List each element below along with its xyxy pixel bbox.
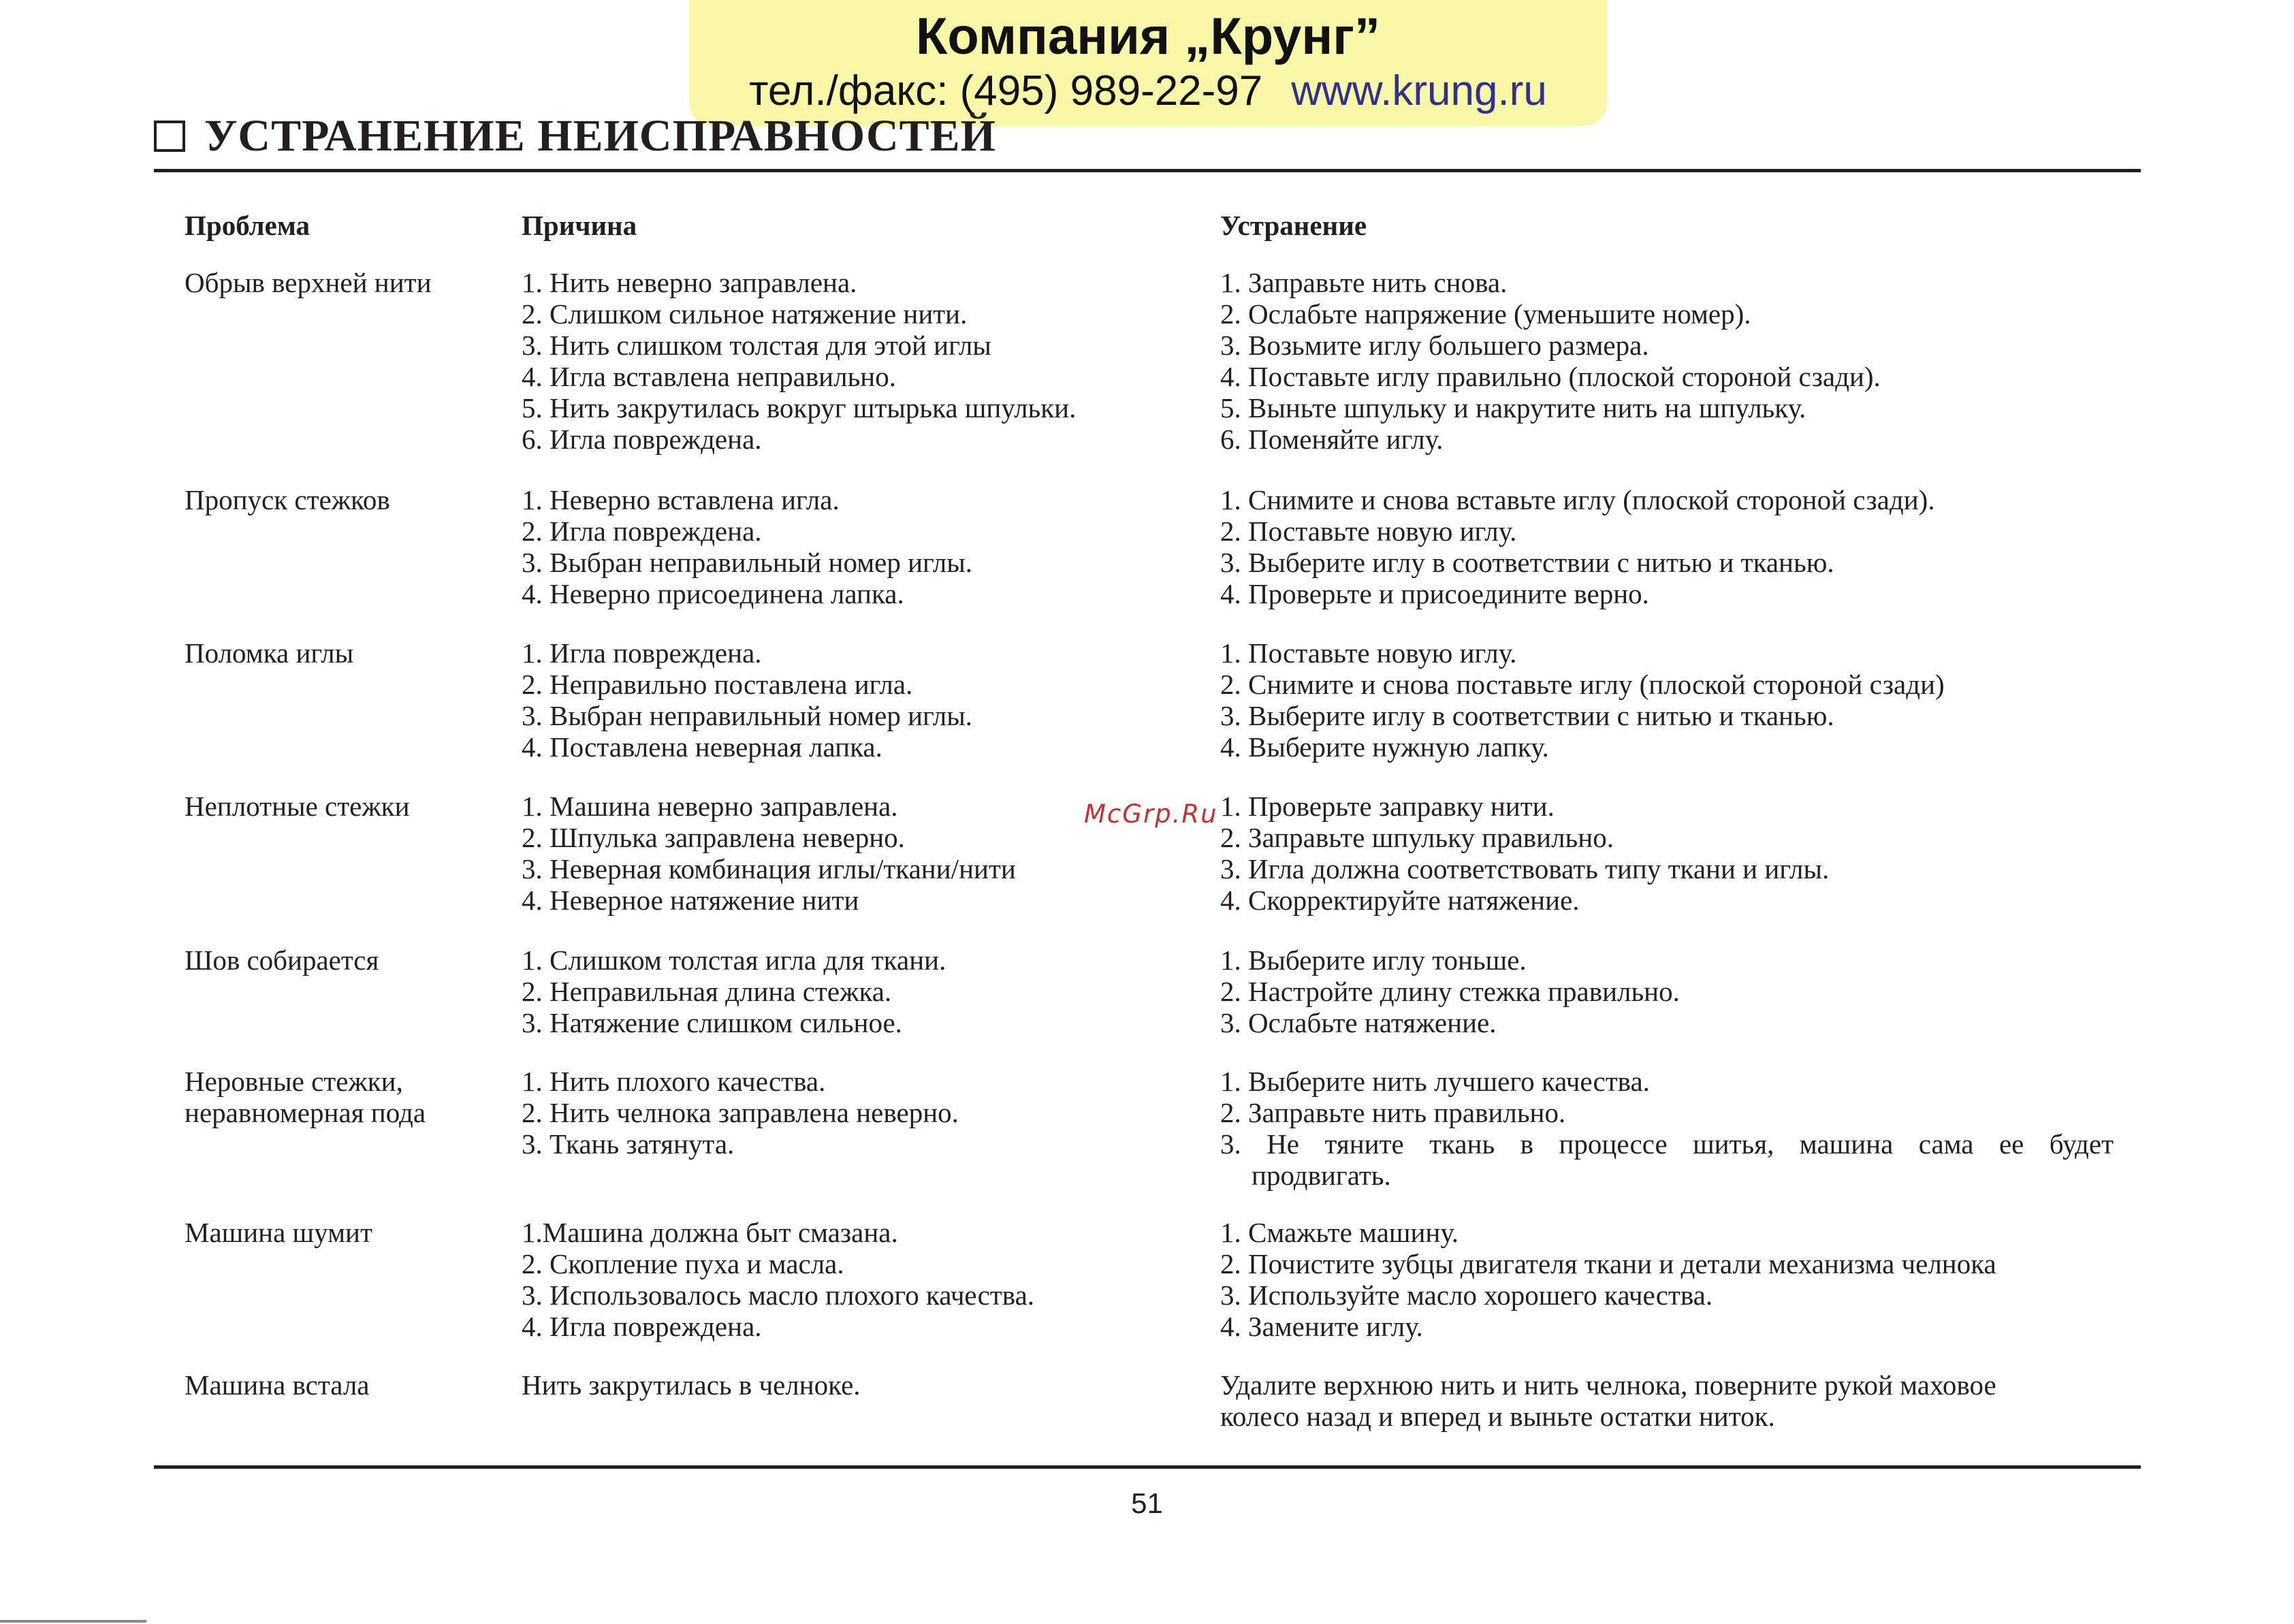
cause-line: 3. Использовалось масло плохого качества. <box>522 1279 1035 1311</box>
fix-cell <box>1220 484 2114 609</box>
fix-line: 3. Выберите иглу в соответствии с нитью и тканью. <box>1220 547 1834 578</box>
cause-cell <box>522 484 1216 609</box>
cause-line: 3. Ткань затянута. <box>522 1128 735 1160</box>
cause-line: 2. Игла повреждена. <box>522 515 762 547</box>
fix-line: 1. Снимите и снова вставьте иглу (плоской стороной сзади). <box>1220 484 1935 515</box>
fix-line: 4. Поставьте иглу правильно (плоской стороной сзади). <box>1220 361 1881 392</box>
cause-cell <box>522 267 1216 455</box>
problem-cell <box>185 1066 511 1128</box>
fix-line: 4. Скорректируйте натяжение. <box>1220 885 1580 916</box>
fix-line: 4. Выберите нужную лапку. <box>1220 731 1549 763</box>
top-divider <box>154 169 2141 172</box>
cause-line: 1. Неверно вставлена игла. <box>522 484 840 515</box>
fix-line: 2. Заправьте нить правильно. <box>1220 1097 1566 1128</box>
problem-line: Обрыв верхней нити <box>185 267 432 298</box>
problem-line: неравномерная пода <box>185 1097 426 1128</box>
column-header-cause: Причина <box>522 210 637 241</box>
cause-line: 1. Нить плохого качества. <box>522 1066 826 1097</box>
problem-cell <box>185 1369 511 1401</box>
fix-line: 1. Заправьте нить снова. <box>1220 267 1508 298</box>
fix-line: 3. Не тяните ткань в процессе шитья, машина сама ее будет <box>1220 1128 2114 1160</box>
problem-line: Машина шумит <box>185 1217 372 1248</box>
problem-line: Машина встала <box>185 1369 370 1401</box>
problem-cell <box>185 1217 511 1248</box>
cause-line: 4. Игла вставлена неправильно. <box>522 361 896 392</box>
company-website-link[interactable]: www.krung.ru <box>1291 67 1547 114</box>
problem-line: Поломка иглы <box>185 637 354 669</box>
scan-edge-divider <box>0 1620 146 1623</box>
company-phone: тел./факс: (495) 989-22-97 <box>749 67 1263 114</box>
page-number: 51 <box>1131 1487 1163 1519</box>
section-title: УСТРАНЕНИЕ НЕИСПРАВНОСТЕЙ <box>204 111 996 161</box>
cause-line: 4. Игла повреждена. <box>522 1311 762 1342</box>
cause-line: 2. Нить челнока заправлена неверно. <box>522 1097 959 1128</box>
cause-line: 2. Неправильно поставлена игла. <box>522 669 913 700</box>
cause-line: 2. Скопление пуха и масла. <box>522 1248 844 1279</box>
fix-line: 4. Замените иглу. <box>1220 1311 1423 1342</box>
cause-line: 5. Нить закрутилась вокруг штырька шпульки. <box>522 392 1077 424</box>
fix-line: 3. Ослабьте натяжение. <box>1220 1007 1497 1038</box>
watermark: McGrp.Ru <box>1084 799 1218 829</box>
fix-line: 2. Заправьте шпульку правильно. <box>1220 822 1614 853</box>
cause-line: Нить закрутилась в челноке. <box>522 1369 861 1401</box>
cause-line: 2. Слишком сильное натяжение нити. <box>522 298 968 330</box>
fix-cell <box>1220 791 2114 916</box>
fix-cell <box>1220 1369 2114 1432</box>
cause-cell <box>522 1066 1216 1160</box>
section-heading <box>154 109 996 163</box>
column-header-fix: Устранение <box>1220 210 1367 241</box>
problem-cell <box>185 944 511 976</box>
problem-cell <box>185 791 511 822</box>
cause-line: 1.Машина должна быт смазана. <box>522 1217 898 1248</box>
problem-cell <box>185 267 511 298</box>
fix-line: 3. Выберите иглу в соответствии с нитью и тканью. <box>1220 700 1834 731</box>
cause-line: 3. Выбран неправильный номер иглы. <box>522 547 973 578</box>
cause-line: 1. Нить неверно заправлена. <box>522 267 857 298</box>
fix-line: 5. Выньте шпульку и накрутите нить на шпульку. <box>1220 392 1806 424</box>
fix-line: 1. Проверьте заправку нити. <box>1220 791 1555 822</box>
cause-line: 3. Натяжение слишком сильное. <box>522 1007 902 1038</box>
company-banner <box>689 0 1607 126</box>
fix-cell <box>1220 1217 2114 1342</box>
cause-line: 1. Игла повреждена. <box>522 637 762 669</box>
fix-line: 1. Смажьте машину. <box>1220 1217 1459 1248</box>
problem-cell <box>185 484 511 515</box>
cause-line: 1. Машина неверно заправлена. <box>522 791 898 822</box>
fix-cell <box>1220 267 2114 455</box>
problem-cell <box>185 637 511 669</box>
problem-line: Неплотные стежки <box>185 791 410 822</box>
cause-line: 4. Неверно присоединена лапка. <box>522 578 904 609</box>
bottom-divider <box>154 1465 2141 1469</box>
cause-cell <box>522 1369 1216 1401</box>
fix-line: 2. Настройте длину стежка правильно. <box>1220 976 1680 1007</box>
fix-line: 1. Выберите нить лучшего качества. <box>1220 1066 1650 1097</box>
column-header-problem: Проблема <box>185 210 310 241</box>
fix-line: 3. Используйте масло хорошего качества. <box>1220 1279 1713 1311</box>
cause-line: 4. Неверное натяжение нити <box>522 885 859 916</box>
cause-line: 4. Поставлена неверная лапка. <box>522 731 882 763</box>
section-checkbox-icon <box>154 121 185 152</box>
cause-line: 3. Выбран неправильный номер иглы. <box>522 700 973 731</box>
fix-line: 2. Поставьте новую иглу. <box>1220 515 1517 547</box>
fix-line: Удалите верхнюю нить и нить челнока, поверните рукой маховое <box>1220 1369 1996 1401</box>
fix-line: 3. Игла должна соответствовать типу ткани и иглы. <box>1220 853 1830 885</box>
fix-line: 4. Проверьте и присоедините верно. <box>1220 578 1649 609</box>
fix-line: 3. Возьмите иглу большего размера. <box>1220 330 1649 361</box>
cause-cell <box>522 637 1216 763</box>
fix-line: 6. Поменяйте иглу. <box>1220 424 1444 455</box>
fix-cell <box>1220 944 2114 1038</box>
fix-line: 2. Ослабьте напряжение (уменьшите номер). <box>1220 298 1751 330</box>
problem-line: Неровные стежки, <box>185 1066 403 1097</box>
fix-cell <box>1220 1066 2114 1191</box>
cause-line: 3. Нить слишком толстая для этой иглы <box>522 330 991 361</box>
cause-line: 2. Шпулька заправлена неверно. <box>522 822 905 853</box>
cause-line: 3. Неверная комбинация иглы/ткани/нити <box>522 853 1016 885</box>
cause-line: 1. Слишком толстая игла для ткани. <box>522 944 946 976</box>
fix-line: 2. Почистите зубцы двигателя ткани и детали механизма челнока <box>1220 1248 1996 1279</box>
fix-line: колесо назад и вперед и выньте остатки ниток. <box>1220 1401 1775 1432</box>
cause-line: 6. Игла повреждена. <box>522 424 762 455</box>
problem-line: Пропуск стежков <box>185 484 390 515</box>
fix-line: 1. Выберите иглу тоньше. <box>1220 944 1527 976</box>
cause-cell <box>522 1217 1216 1342</box>
fix-line: продвигать. <box>1252 1160 1391 1191</box>
cause-line: 2. Неправильная длина стежка. <box>522 976 892 1007</box>
fix-line: 2. Снимите и снова поставьте иглу (плоской стороной сзади) <box>1220 669 1945 700</box>
cause-cell <box>522 944 1216 1038</box>
company-name: Компания „Крунг” <box>916 7 1380 65</box>
fix-cell <box>1220 637 2114 763</box>
problem-line: Шов собирается <box>185 944 379 976</box>
fix-line: 1. Поставьте новую иглу. <box>1220 637 1517 669</box>
